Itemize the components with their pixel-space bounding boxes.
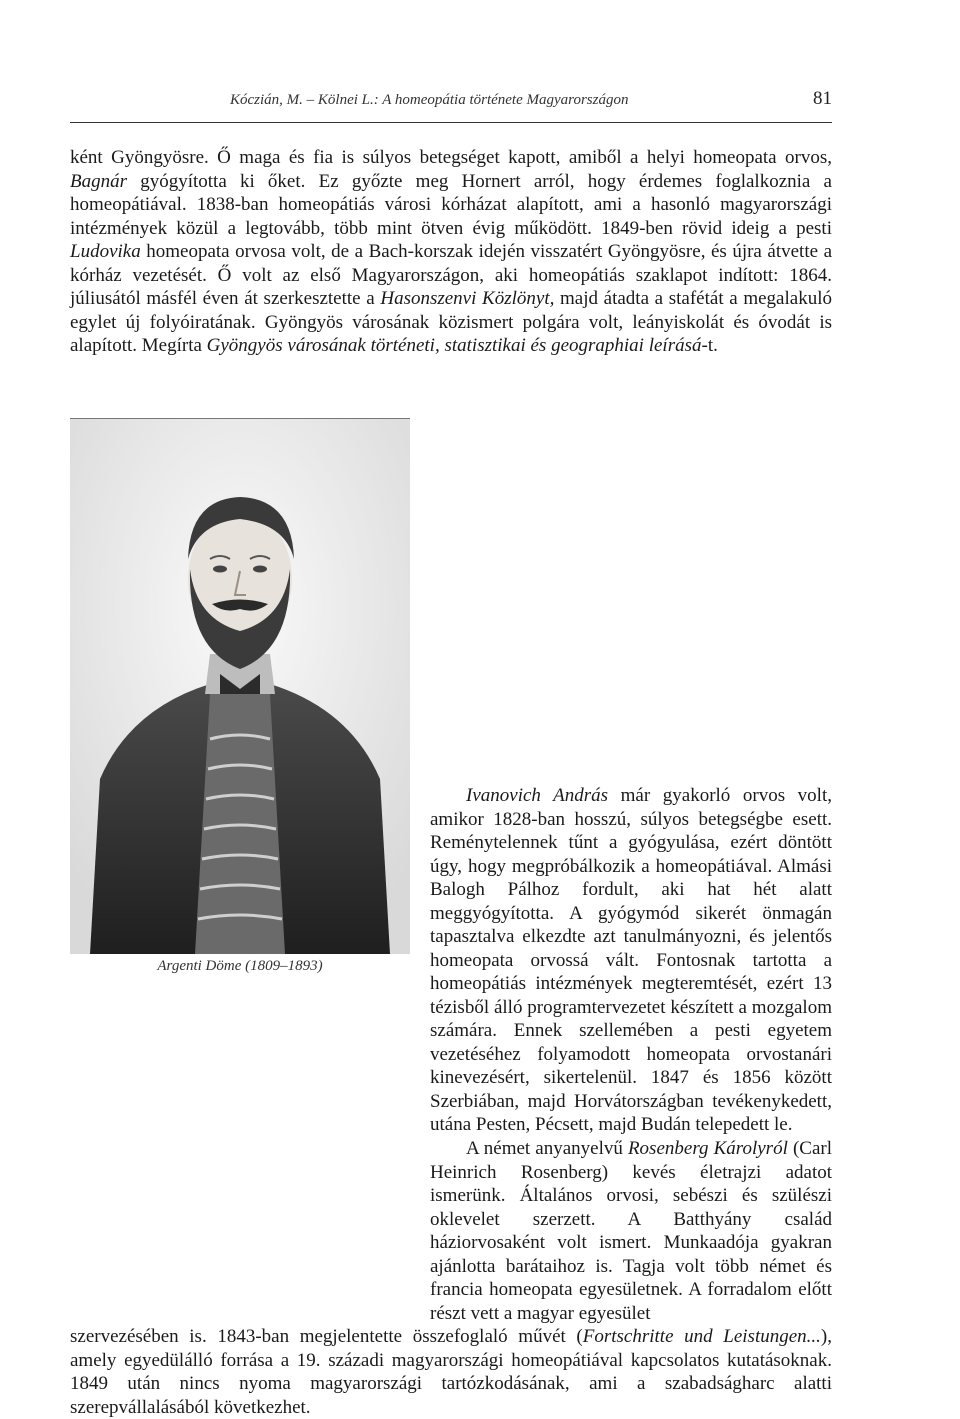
paragraph-rosenberg: A német anyanyelvű Rosenberg Károlyról (Carl Heinrich Rosenberg) kevés életrajzi adatot ismerünk. Általános orvosi, sebészi és szülészi oklevelet szerzett. A Batthyány család háziorvosaként volt ismert. Munkaadója gyakran ajánlotta barátaihoz is. Tagja volt több német és francia homeopata egyesületnek. A forradalom előtt részt vett a magyar egyesület xyxy=(430,1138,832,1324)
paragraph-ivanovich: Ivanovich András már gyakorló orvos volt, amikor 1828-ban hosszú, súlyos betegségbe esett. Reménytelennek tűnt a gyógyulása, ezért döntött úgy, hogy megpróbálkozik a homeopátiával. Almási Balogh Pálhoz fordult, aki hat hét alatt meggyógyította. A gyógymód sikerét önmagán tapasztalva elkezdte azt tanulmányozni, és jelentős homeopata orvossá vált. Fontosnak tartotta a homeopátiás intézmények megteremtését, ezért 13 tézisből álló programtervezetet készített a mozgalom számára. Ennek szellemében a pesti egyetem vezetéséhez folyamodott homeopata orvostanári kinevezésért, sikertelenül. 1847 és 1856 között Szerbiában, majd Horvátországban tevékenykedett, utána Pesten, Pécsett, majd Budán telepedett le. xyxy=(430,785,832,1135)
portrait-caption: Argenti Döme (1809–1893) xyxy=(157,958,323,974)
paragraph-horner: ként Gyöngyösre. Ő maga és fia is súlyos betegséget kapott, amiből a helyi homeopata orvos, Bagnár gyógyította ki őket. Ez győzte meg Hornert arról, hogy érdemes foglalkoznia a homeopátiával. 1838-ban homeopátiás városi kórházat alapított, ami a hasonló magyarországi intézmények közül a legtovább, több mint ötven évig működött. 1849-ben rövid ideig a pesti Ludovika homeopata orvosa volt, de a Bach-korszak idején visszatért Gyöngyösre, és újra átvette a kórház vezetését. Ő volt az első Magyarországon, aki homeopátiás szaklapot indított: 1864. júliusától másfél éven át szerkesztette a Hasonszenvi Közlönyt, majd átadta a stafétát a megalakuló egylet új folyóiratának. Gyöngyös városának közismert polgára volt, leányiskolát és óvodát is alapított. Megírta Gyöngyös városának történeti, statisztikai és geographiai leírásá-t. xyxy=(70,147,832,356)
portrait-illustration xyxy=(70,419,410,954)
running-header xyxy=(70,88,832,123)
portrait-image xyxy=(70,418,410,954)
running-title: Kóczián, M. – Kölnei L.: A homeopátia története Magyarországon xyxy=(230,92,629,108)
paragraph-rosenberg-continued: szervezésében is. 1843-ban megjelentette összefoglaló művét (Fortschritte und Leistungen...), amely egyedülálló forrása a 19. századi magyarországi homeopátiával kapcsolatos kutatásoknak. 1849 után nincs nyoma magyarországi tartózkodásának, ami a szabadságharc alatti szerepvállalásából következhet. xyxy=(70,1326,832,1418)
page-number: 81 xyxy=(813,88,832,109)
